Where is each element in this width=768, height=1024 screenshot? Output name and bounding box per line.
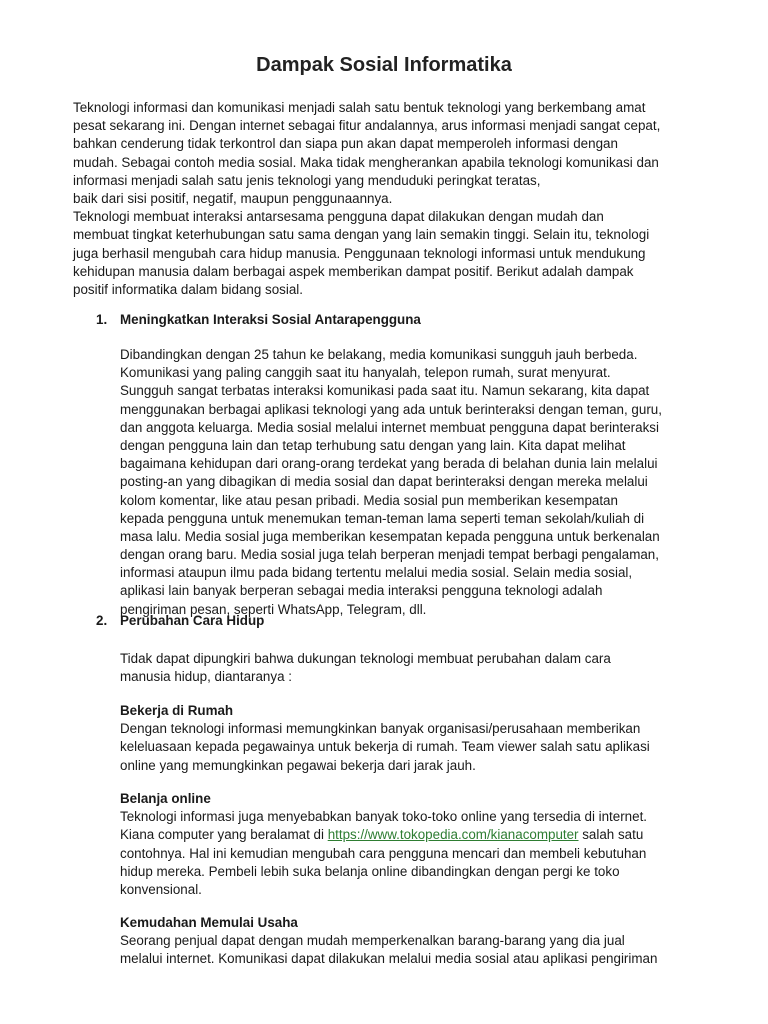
- section-1-line: Sungguh sangat terbatas interaksi komunikasi pada saat itu. Namun sekarang, kita dapat: [120, 383, 650, 399]
- section-2-heading: [96, 612, 264, 630]
- subsection-line: Teknologi informasi juga menyebabkan banyak toko-toko online yang tersedia di internet.: [120, 809, 648, 825]
- subsection-heading: Belanja online: [120, 791, 211, 806]
- subsection-line: hidup mereka. Pembeli lebih suka belanja online dibandingkan dengan pergi ke toko: [120, 863, 620, 879]
- section-1-line: kepada pengguna untuk menemukan teman-teman lama seperti teman sekolah/kuliah di: [120, 510, 645, 526]
- section-2-intro-line: manusia hidup, diantaranya :: [120, 669, 292, 685]
- intro-paragraph: [73, 99, 713, 299]
- section-1-line: dan anggota keluarga. Media sosial melalui internet membuat pengguna dapat berinteraksi: [120, 419, 659, 435]
- section-1-line: kolom komentar, like atau pesan pribadi. Media sosial pun memberikan kesempatan: [120, 492, 618, 508]
- section-1-line: Dibandingkan dengan 25 tahun ke belakang, media komunikasi sungguh jauh berbeda.: [120, 347, 638, 362]
- section-1-line: Komunikasi yang paling canggih saat itu hanyalah, telepon rumah, surat menyurat.: [120, 365, 611, 381]
- subsection-heading: Kemudahan Memulai Usaha: [120, 915, 298, 930]
- section-1-body: [120, 346, 720, 619]
- section-2-intro-line: Tidak dapat dipungkiri bahwa dukungan teknologi membuat perubahan dalam cara: [120, 651, 611, 666]
- section-2-intro: [120, 650, 720, 686]
- intro-line: bahkan cenderung tidak terkontrol dan siapa pun akan dapat memperoleh informasi dengan: [73, 136, 618, 152]
- intro-line: mudah. Sebagai contoh media sosial. Maka tidak mengherankan apabila teknologi komunikasi dan: [73, 154, 659, 170]
- subsection-line: Seorang penjual dapat dengan mudah memperkenalkan barang-barang yang dia jual: [120, 933, 625, 949]
- subsection-line-with-link: [120, 826, 720, 844]
- section-1-line: posting-an yang dibagikan di media sosial dan dapat berinteraksi dengan mereka melalui: [120, 474, 648, 490]
- intro-line: membuat tingkat keterhubungan satu sama dengan yang lain semakin tinggi. Selain itu, teknologi: [73, 227, 650, 243]
- intro-line: Teknologi membuat interaksi antarsesama pengguna dapat dilakukan dengan mudah dan: [73, 209, 604, 225]
- section-1-line: menggunakan berbagai aplikasi teknologi yang ada untuk berinteraksi dengan teman, guru,: [120, 401, 662, 417]
- section-1-line: informasi ataupun ilmu pada bidang tertentu melalui media sosial. Selain media sosial,: [120, 565, 633, 581]
- section-1-line: dengan orang baru. Media sosial juga telah berperan menjadi tempat berbagi pengalaman,: [120, 547, 659, 563]
- link-prefix-text: Kiana computer yang beralamat di: [120, 827, 328, 843]
- section-1-number: 1.: [96, 312, 108, 327]
- subsection-belanja-online: [120, 790, 720, 899]
- subsection-line: konvensional.: [120, 881, 202, 897]
- section-1-title: Meningkatkan Interaksi Sosial Antarapengguna: [120, 312, 421, 327]
- subsection-line: contohnya. Hal ini kemudian mengubah cara pengguna mencari dan membeli kebutuhan: [120, 845, 647, 861]
- intro-line: positif informatika dalam bidang sosial.: [73, 281, 303, 297]
- section-1-heading: [96, 311, 421, 329]
- document-title: Dampak Sosial Informatika: [256, 54, 512, 76]
- intro-line: kehidupan manusia dalam berbagai aspek memberikan dampat positif. Berikut adalah dampak: [73, 263, 634, 279]
- section-2-number: 2.: [96, 613, 108, 628]
- intro-line: Teknologi informasi dan komunikasi menjadi salah satu bentuk teknologi yang berkembang amat: [73, 100, 646, 115]
- intro-line: pesat sekarang ini. Dengan internet sebagai fitur andalannya, arus informasi menjadi sangat cepat,: [73, 118, 661, 134]
- section-1-line: masa lalu. Media sosial juga memberikan kesempatan kepada pengguna untuk berkenalan: [120, 528, 660, 544]
- section-1-line: aplikasi lain banyak berperan sebagai media interaksi pengguna teknologi adalah: [120, 583, 603, 599]
- subsection-kemudahan-memulai-usaha: [120, 914, 720, 969]
- section-1-line: pengiriman pesan, seperti WhatsApp, Telegram, dll.: [120, 601, 427, 617]
- intro-line: baik dari sisi positif, negatif, maupun penggunaannya.: [73, 190, 393, 206]
- tokopedia-link[interactable]: https://www.tokopedia.com/kianacomputer: [327, 827, 579, 843]
- section-1-line: dengan pengguna lain dan tetap terhubung satu dengan yang lain. Kita dapat melihat: [120, 437, 626, 453]
- section-2-title: Perubahan Cara Hidup: [120, 613, 265, 628]
- subsection-heading: Bekerja di Rumah: [120, 703, 234, 718]
- section-1-line: bagaimana kehidupan dari orang-orang terdekat yang berada di belahan dunia lain melalui: [120, 456, 658, 472]
- subsection-line: Dengan teknologi informasi memungkinkan banyak organisasi/perusahaan memberikan: [120, 721, 641, 737]
- subsection-bekerja-di-rumah: [120, 702, 720, 775]
- intro-line: informasi menjadi salah satu jenis teknologi yang menduduki peringkat teratas,: [73, 172, 541, 188]
- link-suffix-text: salah satu: [578, 827, 644, 843]
- subsection-line: melalui internet. Komunikasi dapat dilakukan melalui media sosial atau aplikasi pengiriman: [120, 951, 658, 967]
- intro-line: juga berhasil mengubah cara hidup manusia. Penggunaan teknologi informasi untuk mendukung: [73, 245, 646, 261]
- subsection-line: keleluasaan kepada pegawainya untuk bekerja di rumah. Team viewer salah satu aplikasi: [120, 739, 650, 755]
- subsection-line: online yang memungkinkan pegawai bekerja dari jarak jauh.: [120, 757, 476, 773]
